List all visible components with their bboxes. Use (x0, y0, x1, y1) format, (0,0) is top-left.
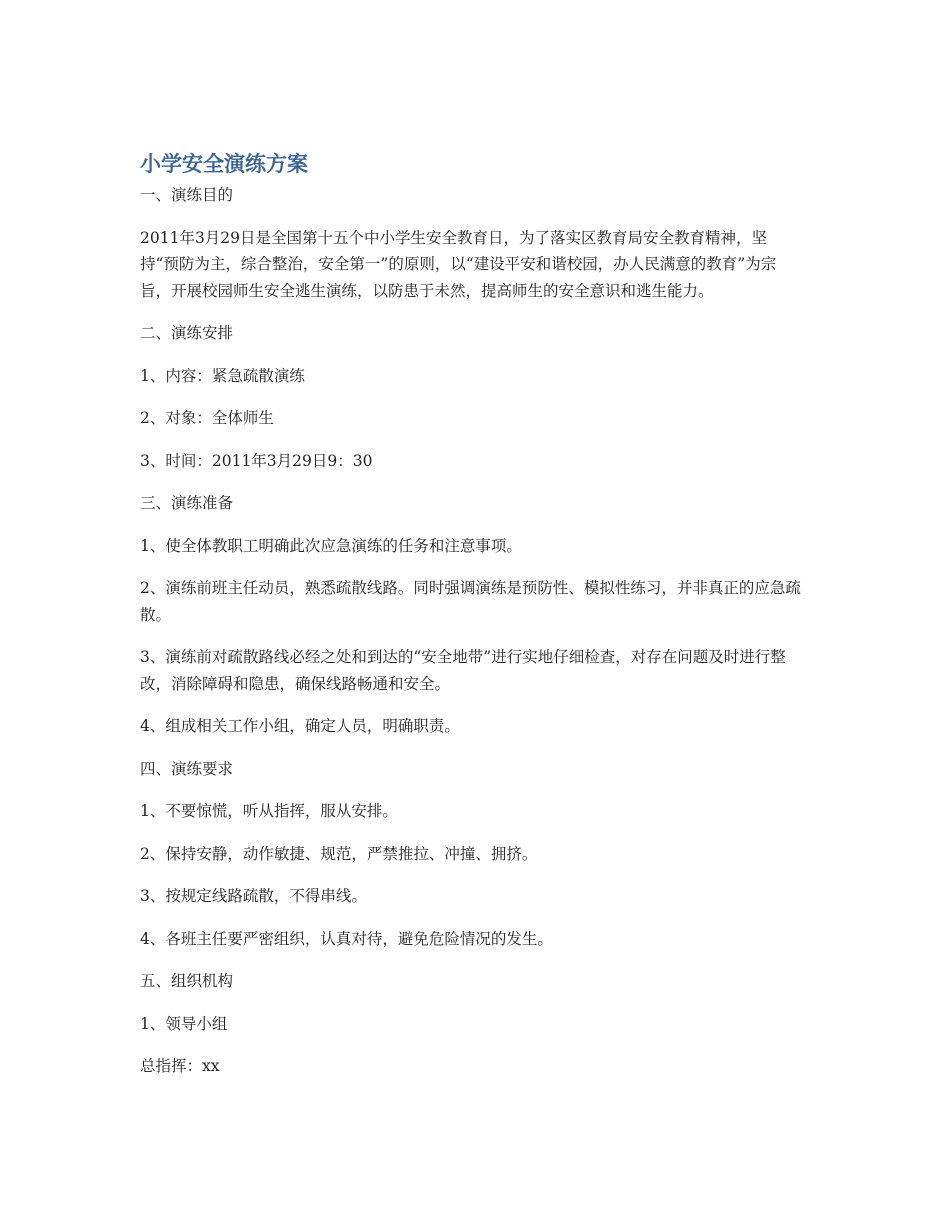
section-heading-arrangement: 二、演练安排 (140, 324, 234, 342)
section-heading-purpose: 一、演练目的 (140, 186, 234, 204)
list-item: 1、使全体教职工明确此次应急演练的任务和注意事项。 (140, 536, 522, 555)
list-item: 总指挥：xx (140, 1057, 220, 1075)
paragraph-purpose: 2011年3月29日是全国第十五个中小学生安全教育日，为了落实区教育局安全教育精神，坚持“预防为主，综合整治，安全第一”的原则，以“建设平安和谐校园，办人民满意的教育”为宗旨，开展校园师生安全逃生演练，以防患于未然，提高师生的安全意识和逃生能力。 (140, 228, 777, 300)
list-item: 2、演练前班主任动员，熟悉疏散线路。同时强调演练是预防性、模拟性练习，并非真正的应急疏散。 (140, 579, 801, 624)
section-heading-requirements: 四、演练要求 (140, 759, 234, 778)
list-item: 4、各班主任要严密组织，认真对待，避免危险情况的发生。 (140, 929, 553, 948)
list-item: 1、不要惊慌，听从指挥，服从安排。 (140, 802, 398, 820)
list-item: 3、按规定线路疏散，不得串线。 (140, 887, 367, 905)
document-title: 小学安全演练方案 (140, 152, 308, 176)
list-item: 2、保持安静，动作敏捷、规范，严禁推拉、冲撞、拥挤。 (140, 844, 538, 863)
document-content (140, 148, 805, 1096)
section-heading-preparation: 三、演练准备 (140, 494, 234, 512)
list-item: 1、领导小组 (140, 1014, 228, 1033)
list-item: 4、组成相关工作小组，确定人员，明确职责。 (140, 717, 460, 735)
list-item: 3、演练前对疏散路线必经之处和到达的“安全地带”进行实地仔细检查，对存在问题及时进行整改，消除障碍和隐患，确保线路畅通和安全。 (140, 648, 786, 693)
list-item: 2、对象：全体师生 (140, 409, 274, 427)
list-item: 1、内容：紧急疏散演练 (140, 366, 305, 385)
list-item: 3、时间：2011年3月29日9：30 (140, 451, 373, 470)
section-heading-organization: 五、组织机构 (140, 972, 234, 990)
